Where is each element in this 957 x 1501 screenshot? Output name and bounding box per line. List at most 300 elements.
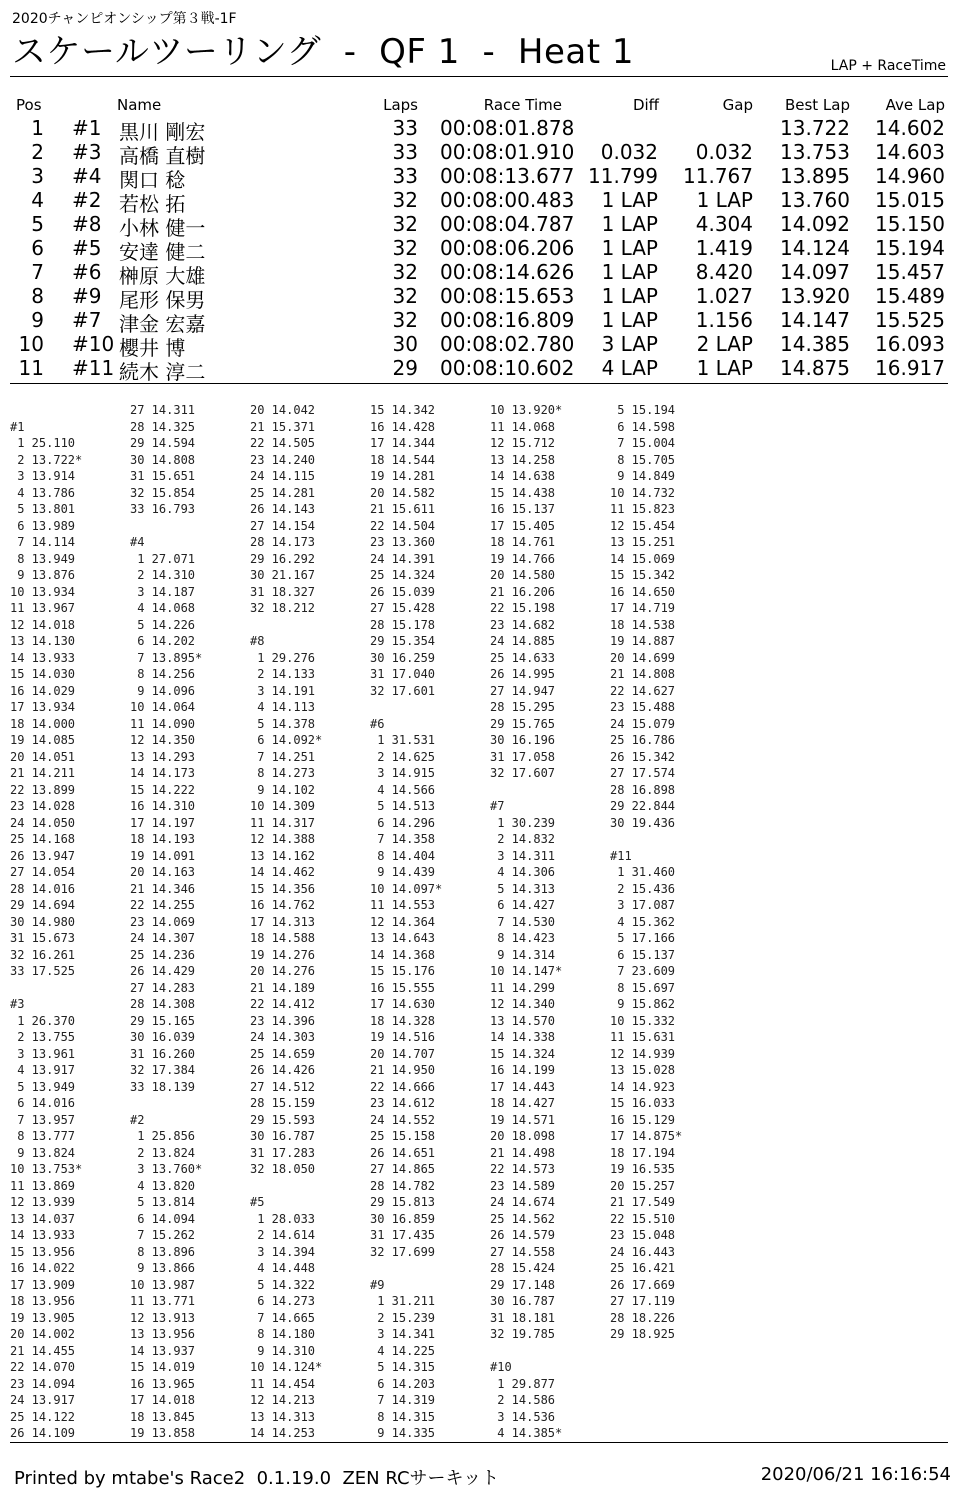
result-row	[0, 188, 957, 216]
lap-entry: 22 14.504	[370, 518, 436, 533]
footer-rule	[10, 1442, 948, 1443]
lap-entry: 20 14.002	[10, 1327, 76, 1341]
lap-entry: 18 14.193	[130, 832, 196, 846]
lap-entry: 30 19.436	[610, 815, 676, 830]
lap-entry: #5	[250, 1195, 265, 1209]
lap-entry: 22 15.198	[490, 601, 556, 615]
lap-column	[490, 402, 562, 1442]
lap-entry: 25 14.324	[370, 568, 436, 582]
lap-entry: 14 14.338	[490, 1030, 556, 1044]
lap-entry: 26 15.039	[370, 584, 436, 599]
lap-entry: 16 14.428	[370, 419, 436, 434]
lap-entry: 19 14.766	[490, 551, 556, 566]
lap-entry: 26 13.947	[10, 848, 76, 863]
lap-entry: 32 18.050	[250, 1162, 316, 1176]
lap-entry	[250, 617, 322, 634]
lap-entry: 28 18.226	[610, 1310, 676, 1325]
lap-entry: 19 14.516	[370, 1030, 436, 1044]
lap-entry: 22 13.899	[10, 782, 76, 797]
report-type: LAP + RaceTime	[830, 58, 946, 74]
result-laps: 32	[392, 260, 418, 284]
lap-entry: 21 14.189	[250, 980, 316, 995]
lap-entry: 23 14.028	[10, 799, 76, 813]
lap-entry: 2 14.133	[250, 667, 316, 681]
lap-entry: 11 13.771	[130, 1294, 196, 1308]
result-name: 安達 健二	[119, 240, 206, 264]
lap-entry: 11 13.869	[10, 1178, 76, 1193]
lap-entry: 8 14.404	[370, 848, 436, 863]
lap-entry: 28 15.295	[490, 700, 556, 714]
lap-entry: 5 14.313	[490, 881, 556, 896]
lap-entry: 1 30.239	[490, 815, 556, 830]
lap-entry: 13 14.643	[370, 931, 436, 945]
lap-entry: 6 14.427	[490, 898, 556, 912]
result-gap: 1.027	[695, 284, 753, 308]
lap-entry: 22 14.666	[370, 1079, 436, 1094]
lap-entry	[10, 402, 82, 419]
lap-entry: 6 14.273	[250, 1294, 316, 1308]
lap-entry: 25 14.633	[490, 650, 556, 665]
lap-entry: 22 14.505	[250, 436, 316, 450]
lap-entry: 8 13.777	[10, 1129, 76, 1143]
lap-entry: 3 13.760*	[130, 1162, 203, 1176]
page-title: スケールツーリング - QF 1 - Heat 1	[12, 32, 634, 72]
lap-entry: 22 14.255	[130, 898, 196, 912]
lap-entry: 17 14.630	[370, 997, 436, 1011]
header-gap: Gap	[722, 96, 753, 114]
lap-entry: 3 13.961	[10, 1046, 76, 1061]
lap-entry: 9 14.310	[250, 1343, 316, 1358]
result-pos: 2	[31, 140, 44, 164]
lap-entry: 2 14.832	[490, 832, 556, 846]
lap-entry: 3 14.187	[130, 584, 196, 599]
lap-entry: 5 14.378	[250, 716, 316, 731]
lap-entry: 27 17.574	[610, 766, 676, 780]
lap-entry: 11 14.317	[250, 815, 316, 830]
result-number: #7	[72, 308, 102, 332]
result-gap: 2 LAP	[696, 332, 753, 356]
lap-entry: 17 14.875*	[610, 1129, 683, 1143]
result-number: #1	[72, 116, 102, 140]
header-race-time: Race Time	[483, 96, 562, 114]
lap-entry: 20 14.163	[130, 865, 196, 879]
lap-entry: 15 14.222	[130, 782, 196, 797]
lap-entry: 19 16.535	[610, 1162, 676, 1176]
result-diff: 3 LAP	[601, 332, 658, 356]
lap-entry: 26 14.651	[370, 1145, 436, 1160]
lap-entry: 10 14.097*	[370, 881, 443, 896]
result-race-time: 00:08:06.206	[440, 236, 575, 260]
lap-entry: 18 14.761	[490, 535, 556, 549]
lap-entry: 10 14.147*	[490, 964, 563, 978]
lap-entry: 16 13.965	[130, 1376, 196, 1391]
lap-entry: 9 14.096	[130, 683, 196, 698]
lap-entry: 21 14.498	[490, 1145, 556, 1160]
lap-entry: 6 14.202	[130, 634, 196, 648]
lap-entry: 10 13.987	[130, 1277, 196, 1292]
result-gap: 1.156	[695, 308, 753, 332]
lap-entry: 19 14.887	[610, 634, 676, 648]
lap-entry	[490, 782, 562, 799]
lap-entry: 29 14.594	[130, 436, 196, 450]
lap-entry: 22 15.510	[610, 1211, 676, 1226]
result-pos: 8	[31, 284, 44, 308]
result-best-lap: 14.097	[780, 260, 850, 284]
result-best-lap: 14.092	[780, 212, 850, 236]
lap-entry: 24 14.303	[250, 1030, 316, 1044]
lap-entry: 29 15.813	[370, 1195, 436, 1209]
lap-entry	[130, 1095, 202, 1112]
lap-entry: 29 15.165	[130, 1013, 196, 1028]
lap-entry: 16 14.029	[10, 683, 76, 698]
lap-entry: 2 13.755	[10, 1030, 76, 1044]
result-race-time: 00:08:02.780	[440, 332, 575, 356]
lap-entry: 24 13.917	[10, 1393, 76, 1407]
result-gap: 11.767	[683, 164, 753, 188]
lap-entry: #9	[370, 1277, 385, 1292]
lap-entry: 13 13.956	[130, 1327, 196, 1341]
result-race-time: 00:08:10.602	[440, 356, 575, 380]
result-name: 櫻井 博	[119, 336, 186, 360]
lap-entry: 5 14.315	[370, 1360, 436, 1374]
result-gap: 0.032	[695, 140, 753, 164]
lap-entry: 9 13.876	[10, 568, 76, 582]
lap-entry: 31 18.181	[490, 1310, 556, 1325]
lap-entry: 10 13.934	[10, 584, 76, 599]
result-row	[0, 284, 957, 312]
lap-entry: 22 14.070	[10, 1360, 76, 1374]
lap-column	[370, 402, 442, 1442]
lap-entry: 10 14.732	[610, 485, 676, 500]
lap-entry: 16 14.762	[250, 898, 316, 912]
lap-entry: 28 15.159	[250, 1096, 316, 1110]
lap-entry: 8 14.423	[490, 931, 556, 945]
lap-entry: #10	[490, 1360, 512, 1374]
result-pos: 9	[31, 308, 44, 332]
lap-entry: 5 15.194	[610, 403, 676, 417]
lap-entry: 17 13.934	[10, 700, 76, 714]
lap-entry: 20 15.257	[610, 1178, 676, 1193]
lap-entry: 33 17.525	[10, 964, 76, 978]
result-pos: 10	[18, 332, 44, 356]
header-pos: Pos	[16, 96, 42, 114]
lap-entry: 33 16.793	[130, 502, 196, 516]
lap-entry: 23 14.682	[490, 617, 556, 632]
lap-entry: 14 13.933	[10, 650, 76, 665]
lap-entry: 23 15.048	[610, 1228, 676, 1242]
lap-entry: 1 29.276	[250, 650, 316, 665]
lap-entry: 6 14.016	[10, 1096, 76, 1110]
lap-entry: 25 14.236	[130, 947, 196, 962]
lap-entry: 29 22.844	[610, 799, 676, 813]
lap-entry: 7 14.358	[370, 832, 436, 846]
lap-entry: 27 15.428	[370, 601, 436, 615]
lap-entry: 30 14.980	[10, 914, 76, 929]
lap-entry: 4 13.786	[10, 485, 76, 500]
lap-entry: 18 13.845	[130, 1409, 196, 1424]
lap-entry: 12 13.913	[130, 1310, 196, 1325]
result-diff: 1 LAP	[601, 188, 658, 212]
lap-entry: 25 16.786	[610, 733, 676, 747]
lap-entry: 4 14.566	[370, 782, 436, 797]
lap-entry: 27 17.119	[610, 1294, 676, 1308]
lap-entry: 6 14.598	[610, 419, 676, 434]
lap-entry: 24 14.552	[370, 1112, 436, 1127]
lap-entry: 29 16.292	[250, 551, 316, 566]
lap-entry: 16 14.650	[610, 584, 676, 599]
lap-entry: 26 14.143	[250, 502, 316, 516]
result-number: #6	[72, 260, 102, 284]
lap-entry: 12 15.454	[610, 518, 676, 533]
lap-entry: 26 14.579	[490, 1228, 556, 1242]
lap-entry: 23 13.360	[370, 535, 436, 549]
result-best-lap: 14.875	[780, 356, 850, 380]
lap-entry: #7	[490, 799, 505, 813]
lap-entry: 17 14.344	[370, 436, 436, 450]
lap-entry: 2 14.310	[130, 568, 196, 582]
lap-entry: 24 14.050	[10, 815, 76, 830]
lap-entry: 31 17.040	[370, 667, 436, 681]
lap-entry: 21 14.346	[130, 881, 196, 896]
lap-entry: 14 14.923	[610, 1079, 676, 1094]
result-ave-lap: 16.917	[875, 356, 945, 380]
lap-entry: 28 16.898	[610, 782, 676, 797]
result-laps: 33	[392, 116, 418, 140]
lap-entry: 27 14.054	[10, 865, 76, 879]
lap-column	[130, 402, 202, 1442]
result-number: #2	[72, 188, 102, 212]
result-ave-lap: 15.457	[875, 260, 945, 284]
lap-entry: 3 14.341	[370, 1327, 436, 1341]
lap-entry: 19 14.571	[490, 1112, 556, 1127]
header-laps: Laps	[383, 96, 418, 114]
lap-entry: #11	[610, 848, 632, 863]
lap-entry: 22 14.573	[490, 1162, 556, 1176]
lap-entry: 14 13.933	[10, 1228, 76, 1242]
lap-entry: 14 14.462	[250, 865, 316, 879]
lap-entry: 26 14.429	[130, 964, 196, 978]
result-number: #10	[72, 332, 115, 356]
lap-entry: #1	[10, 419, 25, 434]
lap-entry: 4 14.068	[130, 601, 196, 615]
result-row	[0, 308, 957, 336]
lap-entry: 20 14.580	[490, 568, 556, 582]
lap-entry: 3 17.087	[610, 898, 676, 912]
lap-entry: 24 14.391	[370, 551, 436, 566]
result-pos: 7	[31, 260, 44, 284]
lap-entry: 25 14.168	[10, 832, 76, 846]
result-number: #3	[72, 140, 102, 164]
lap-entry: 3 14.311	[490, 848, 556, 863]
lap-entry: 21 15.611	[370, 502, 436, 516]
result-name: 高橋 直樹	[119, 144, 206, 168]
lap-entry: 12 13.939	[10, 1195, 76, 1209]
lap-entry: 12 15.712	[490, 436, 556, 450]
lap-entry: #6	[370, 716, 385, 731]
lap-entry: 13 14.313	[250, 1409, 316, 1424]
lap-entry: 3 13.914	[10, 469, 76, 483]
lap-entry: 32 17.607	[490, 766, 556, 780]
footer-printed-by: Printed by mtabe's Race2 0.1.19.0 ZEN RCサーキット	[14, 1468, 500, 1489]
lap-entry: 16 14.199	[490, 1063, 556, 1077]
result-diff: 11.799	[588, 164, 658, 188]
lap-entry: 18 14.427	[490, 1096, 556, 1110]
lap-entry: 17 14.313	[250, 914, 316, 929]
lap-entry: 29 15.593	[250, 1112, 316, 1127]
lap-entry: 30 14.808	[130, 452, 196, 467]
lap-entry: 31 18.327	[250, 584, 316, 599]
result-race-time: 00:08:01.910	[440, 140, 575, 164]
lap-entry: 21 14.211	[10, 766, 76, 780]
lap-entry: 23 15.488	[610, 700, 676, 714]
lap-entry: 18 14.538	[610, 617, 676, 632]
lap-entry: 12 14.364	[370, 914, 436, 929]
lap-entry: 8 13.896	[130, 1244, 196, 1259]
lap-entry: 19 13.858	[130, 1426, 196, 1440]
result-race-time: 00:08:14.626	[440, 260, 575, 284]
lap-entry: 30 16.787	[490, 1294, 556, 1308]
lap-entry: 4 14.225	[370, 1343, 436, 1358]
lap-entry: 27 14.154	[250, 518, 316, 533]
lap-entry: 2 14.586	[490, 1393, 556, 1407]
result-laps: 33	[392, 164, 418, 188]
lap-entry: 1 31.460	[610, 865, 676, 879]
lap-entry: 19 14.276	[250, 947, 316, 962]
lap-entry: 19 13.905	[10, 1310, 76, 1325]
lap-entry: 5 13.801	[10, 502, 76, 516]
lap-entry: 8 14.256	[130, 667, 196, 681]
lap-entry: 30 16.259	[370, 650, 436, 665]
lap-entry: 14 14.173	[130, 766, 196, 780]
result-ave-lap: 14.960	[875, 164, 945, 188]
result-ave-lap: 16.093	[875, 332, 945, 356]
lap-entry: 14 13.937	[130, 1343, 196, 1358]
lap-entry: 18 14.000	[10, 716, 76, 731]
lap-entry: 15 14.030	[10, 667, 76, 681]
lap-entry	[370, 1260, 442, 1277]
lap-entry: 28 15.178	[370, 617, 436, 632]
lap-entry: 19 14.085	[10, 733, 76, 747]
lap-entry: 4 13.917	[10, 1063, 76, 1077]
header-ave-lap: Ave Lap	[885, 96, 945, 114]
lap-entry: 8 14.180	[250, 1327, 316, 1341]
lap-entry: 26 15.342	[610, 749, 676, 764]
lap-entry: 10 14.124*	[250, 1360, 323, 1374]
lap-entry: 12 14.340	[490, 997, 556, 1011]
result-laps: 32	[392, 308, 418, 332]
lap-entry: 28 14.016	[10, 881, 76, 896]
lap-entry: 11 14.553	[370, 898, 436, 912]
lap-entry: 15 14.438	[490, 485, 556, 500]
lap-entry: 8 14.315	[370, 1409, 436, 1424]
lap-entry: 18 14.328	[370, 1013, 436, 1028]
lap-entry: 3 14.536	[490, 1409, 556, 1424]
lap-entry: 5 14.513	[370, 799, 436, 813]
lap-entry: 13 14.037	[10, 1211, 76, 1226]
result-laps: 32	[392, 212, 418, 236]
lap-entry	[610, 831, 682, 848]
lap-entry: 22 14.412	[250, 997, 316, 1011]
lap-entry: 23 14.589	[490, 1178, 556, 1193]
lap-entry: 32 19.785	[490, 1327, 556, 1341]
lap-entry: 4 14.306	[490, 865, 556, 879]
result-number: #4	[72, 164, 102, 188]
lap-entry: 4 15.362	[610, 914, 676, 929]
lap-entry: 29 18.925	[610, 1327, 676, 1341]
lap-entry	[250, 1178, 322, 1195]
lap-entry: 7 14.319	[370, 1393, 436, 1407]
result-number: #9	[72, 284, 102, 308]
lap-entry: 32 18.212	[250, 601, 316, 615]
lap-entry: 23 14.240	[250, 452, 316, 467]
lap-entry: 22 14.627	[610, 683, 676, 698]
lap-entry: 10 14.064	[130, 700, 196, 714]
lap-entry: 17 14.018	[130, 1393, 196, 1407]
result-race-time: 00:08:13.677	[440, 164, 575, 188]
lap-entry: 30 21.167	[250, 568, 316, 582]
lap-entry: 2 13.722*	[10, 452, 83, 467]
lap-entry: 31 15.673	[10, 931, 76, 945]
lap-entry: 17 14.197	[130, 815, 196, 830]
lap-entry: 10 13.920*	[490, 403, 563, 417]
lap-entry: 25 14.562	[490, 1211, 556, 1226]
lap-entry: 13 14.258	[490, 452, 556, 467]
lap-entry: 7 23.609	[610, 964, 676, 978]
result-row	[0, 332, 957, 360]
lap-entry: 9 14.314	[490, 947, 556, 962]
header-best-lap: Best Lap	[784, 96, 850, 114]
lap-entry: 14 15.069	[610, 551, 676, 566]
lap-entry: 23 14.612	[370, 1096, 436, 1110]
lap-entry: 1 31.211	[370, 1294, 436, 1308]
lap-entry: 8 13.949	[10, 551, 76, 566]
lap-entry: 1 29.877	[490, 1376, 556, 1391]
lap-entry: 7 13.957	[10, 1112, 76, 1127]
lap-entry: 1 25.110	[10, 436, 76, 450]
result-laps: 33	[392, 140, 418, 164]
lap-entry: 13 14.570	[490, 1013, 556, 1028]
result-gap: 8.420	[695, 260, 753, 284]
result-best-lap: 13.895	[780, 164, 850, 188]
lap-entry: 17 14.719	[610, 601, 676, 615]
lap-entry: 28 15.424	[490, 1261, 556, 1275]
lap-entry	[370, 699, 442, 716]
lap-entry: #3	[10, 997, 25, 1011]
lap-entry: 24 14.674	[490, 1195, 556, 1209]
lap-entry: 20 14.051	[10, 749, 76, 764]
result-gap: 1 LAP	[696, 356, 753, 380]
result-gap: 4.304	[695, 212, 753, 236]
result-number: #8	[72, 212, 102, 236]
lap-entry: 7 15.262	[130, 1228, 196, 1242]
lap-entry: 12 14.388	[250, 832, 316, 846]
lap-entry: 11 14.068	[490, 419, 556, 434]
result-name: 小林 健一	[119, 216, 206, 240]
lap-entry: 7 13.895*	[130, 650, 203, 665]
result-diff: 0.032	[600, 140, 658, 164]
result-diff: 1 LAP	[601, 212, 658, 236]
result-pos: 5	[31, 212, 44, 236]
lap-entry: 29 15.765	[490, 716, 556, 731]
lap-entry: 17 15.405	[490, 518, 556, 533]
lap-entry: 13 15.028	[610, 1063, 676, 1077]
lap-entry	[130, 518, 202, 535]
lap-entry: 26 17.669	[610, 1277, 676, 1292]
lap-entry: 15 14.356	[250, 881, 316, 896]
lap-entry: 25 14.659	[250, 1046, 316, 1061]
lap-entry: 6 14.092*	[250, 733, 323, 747]
lap-entry: 5 13.949	[10, 1079, 76, 1094]
